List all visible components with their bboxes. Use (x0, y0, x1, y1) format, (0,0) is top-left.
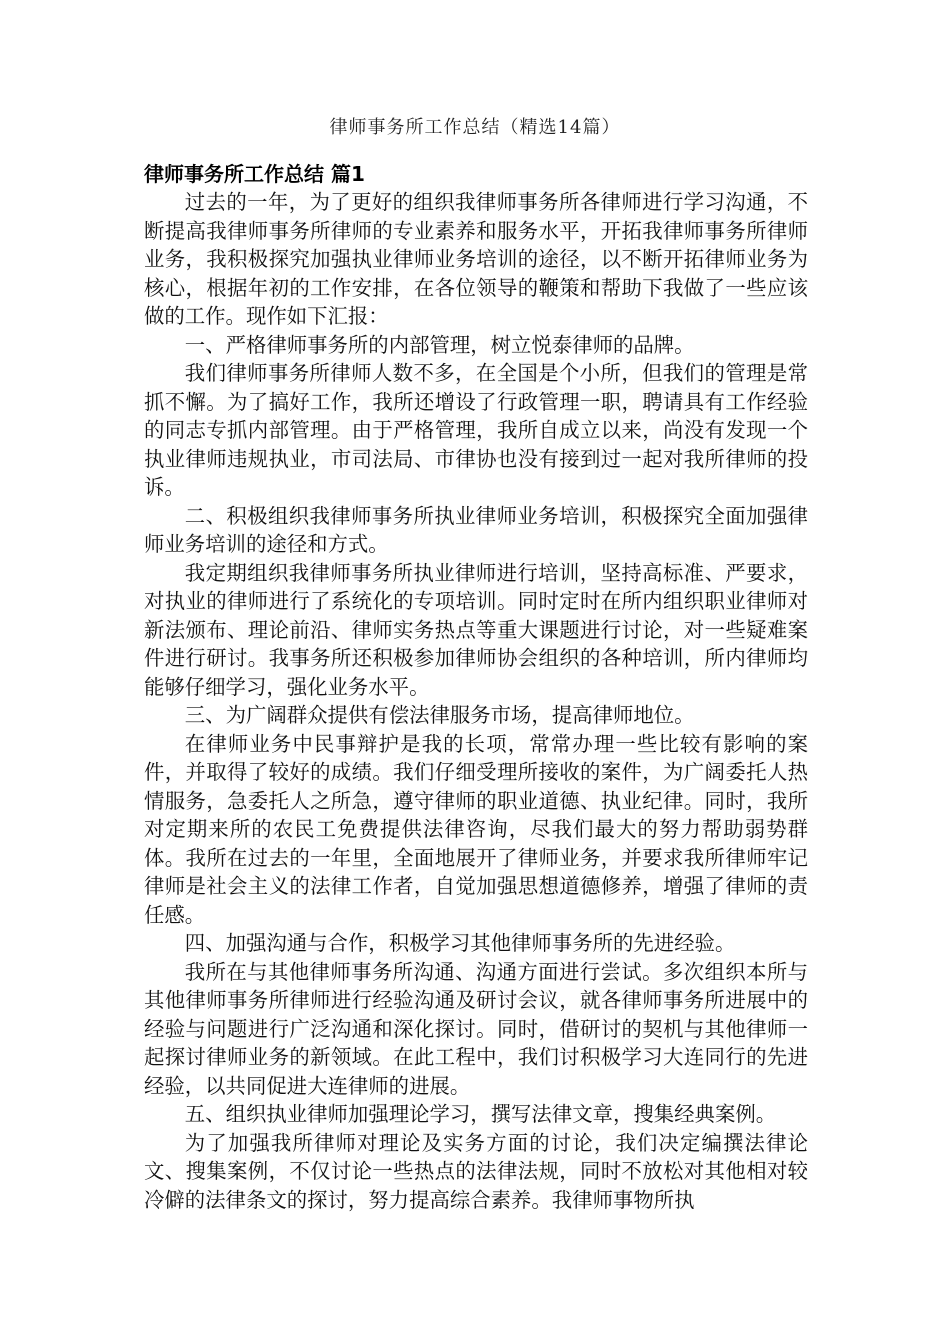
paragraph: 为了加强我所律师对理论及实务方面的讨论，我们决定编撰法律论文、搜集案例，不仅讨论一些热点的法律法规，同时不放松对其他相对较冷僻的法律条文的探讨，努力提高综合素养。我律师事物所执 (144, 1130, 808, 1212)
paragraph: 三、为广阔群众提供有偿法律服务市场，提高律师地位。 (184, 703, 695, 727)
paragraph: 一、严格律师事务所的内部管理，树立悦泰律师的品牌。 (184, 332, 695, 357)
paragraph: 二、积极组织我律师事务所执业律师业务培训，积极探究全面加强律师业务培训的途径和方式。 (144, 503, 808, 556)
paragraph: 五、组织执业律师加强理论学习，撰写法律文章，搜集经典案例。 (184, 1102, 777, 1126)
body-text (144, 188, 808, 1214)
paragraph: 在律师业务中民事辩护是我的长项，常常办理一些比较有影响的案件，并取得了较好的成绩。我们仔细受理所接收的案件，为广阔委托人热情服务，急委托人之所急，遵守律师的职业道德、执业纪律。同时，我所对定期来所的农民工免费提供法律咨询，尽我们最大的努力帮助弱势群体。我所在过去的一年里，全面地展开了律师业务，并要求我所律师牢记律师是社会主义的法律工作者，自觉加强思想道德修养，增强了律师的责任感。 (144, 731, 808, 927)
document-title: 律师事务所工作总结（精选14篇） (329, 117, 621, 138)
paragraph: 过去的一年，为了更好的组织我律师事务所各律师进行学习沟通，不断提高我律师事务所律师的专业素养和服务水平，开拓我律师事务所律师业务，我积极探究加强执业律师业务培训的途径，以不断开拓律师业务为核心，根据年初的工作安排，在各位领导的鞭策和帮助下我做了一些应该做的工作。现作如下汇报： (144, 190, 808, 328)
paragraph: 我所在与其他律师事务所沟通、沟通方面进行尝试。多次组织本所与其他律师事务所律师进行经验沟通及研讨会议，就各律师事务所进展中的经验与问题进行广泛沟通和深化探讨。同时，借研讨的契机与其他律师一起探讨律师业务的新领域。在此工程中，我们讨积极学习大连同行的先进经验，以共同促进大连律师的进展。 (144, 959, 808, 1098)
paragraph: 我定期组织我律师事务所执业律师进行培训，坚持高标准、严要求，对执业的律师进行了系统化的专项培训。同时定时在所内组织职业律师对新法颁布、理论前沿、律师实务热点等重大课题进行讨论，对一些疑难案件进行研讨。我事务所还积极参加律师协会组织的各种培训，所内律师均能够仔细学习，强化业务水平。 (144, 560, 808, 699)
paragraph: 我们律师事务所律师人数不多，在全国是个小所，但我们的管理是常抓不懈。为了搞好工作，我所还增设了行政管理一职，聘请具有工作经验的同志专抓内部管理。由于严格管理，我所自成立以来，尚没有发现一个执业律师违规执业，市司法局、市律协也没有接到过一起对我所律师的投诉。 (144, 361, 808, 499)
paragraph: 四、加强沟通与合作，积极学习其他律师事务所的先进经验。 (184, 931, 736, 955)
section-heading: 律师事务所工作总结 篇1 (144, 162, 365, 186)
